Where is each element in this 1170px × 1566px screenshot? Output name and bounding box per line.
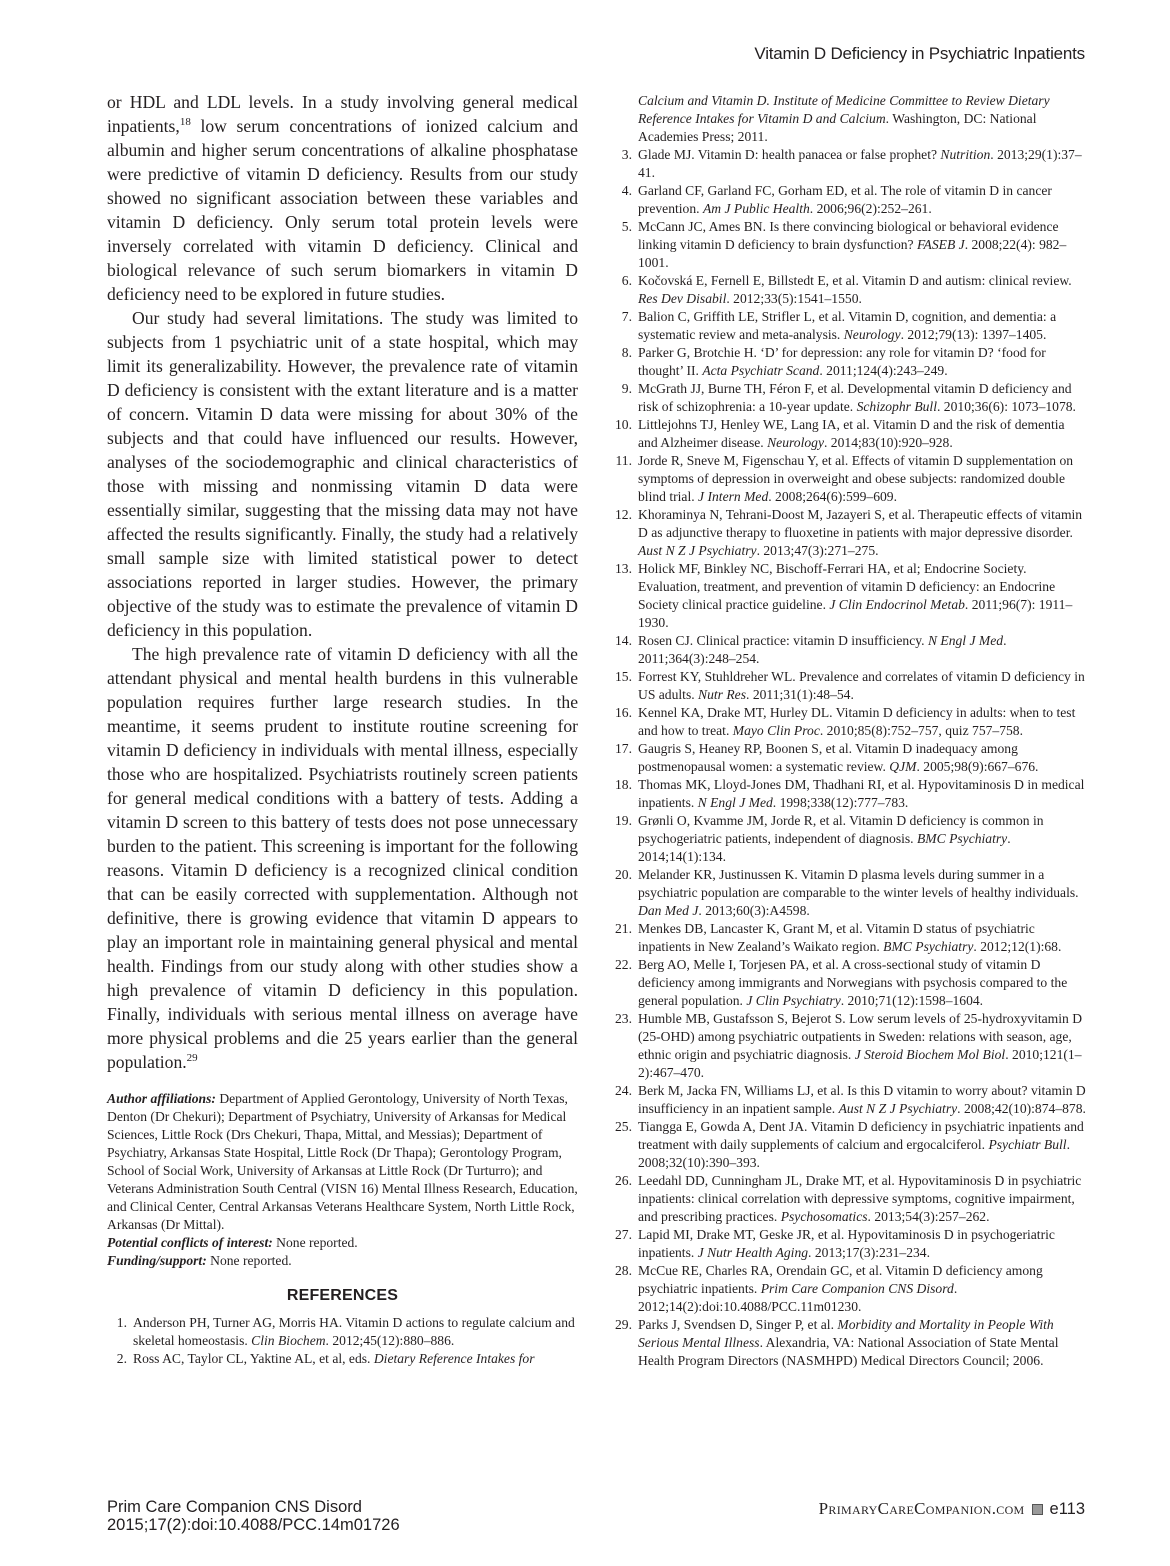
reference-text: Holick MF, Binkley NC, Bischoff-Ferrari HA, et al; Endocrine Society. Evaluation, treatment, and prevention of vitamin D deficiency: an Endocrine Society clinical practice guideline. — [638, 561, 1056, 612]
page-number: e113 — [1049, 1499, 1085, 1518]
reference-details: . 2008;32(10):390–393. — [638, 1137, 1070, 1170]
reference-number: 28. — [615, 1263, 632, 1278]
citation-superscript[interactable]: 18 — [179, 116, 191, 128]
reference-text: Kočovská E, Fernell E, Billstedt E, et al. Vitamin D and autism: clinical review. — [638, 273, 1072, 288]
reference-details: . 2010;71(12):1598–1604. — [840, 993, 984, 1008]
body-paragraph — [107, 90, 578, 306]
reference-number: 26. — [615, 1173, 632, 1188]
journal-name: Acta Psychiatr Scand — [702, 363, 820, 378]
reference-text: Leedahl DD, Cunningham JL, Drake MT, et al. Hypovitaminosis D in psychiatric inpatients: clinical correlation with depressive symptoms, cognitive impairment, and prescribing practices. — [638, 1173, 1082, 1224]
reference-number: 13. — [615, 561, 632, 576]
reference-number: 7. — [621, 309, 632, 324]
reference-item — [612, 1226, 1087, 1262]
reference-details: . 2010;121(1–2):467–470. — [638, 1047, 1082, 1080]
journal-name: BMC Psychiatry — [916, 831, 1008, 846]
reference-number: 23. — [615, 1011, 632, 1026]
reference-details: . 2011;96(7): 1911–1930. — [638, 597, 1073, 630]
reference-number: 11. — [615, 453, 632, 468]
reference-details: . Alexandria, VA: National Association of State Mental Health Program Directors (NASMHPD) Medical Directors Council; 2006. — [638, 1335, 1059, 1368]
journal-name: J Clin Endocrinol Metab — [829, 597, 965, 612]
reference-item — [612, 452, 1087, 506]
reference-item — [612, 1082, 1087, 1118]
journal-name: Schizophr Bull — [856, 399, 937, 414]
reference-text: Tiangga E, Gowda A, Dent JA. Vitamin D deficiency in psychiatric inpatients and treatment with daily supplements of calcium and ergocalciferol. — [638, 1119, 1084, 1152]
reference-details: . 2012;33(5):1541–1550. — [726, 291, 862, 306]
running-title: Vitamin D Deficiency in Psychiatric Inpatients — [754, 44, 1085, 63]
reference-number: 16. — [615, 705, 632, 720]
left-column — [107, 90, 578, 1368]
conflicts-label: Potential conflicts of interest: — [107, 1235, 273, 1250]
reference-item — [612, 920, 1087, 956]
reference-details: . 2014;14(1):134. — [638, 831, 1011, 864]
reference-number: 22. — [615, 957, 632, 972]
reference-text: Forrest KY, Stuhldreher WL. Prevalence and correlates of vitamin D deficiency in US adults. — [638, 669, 1085, 702]
reference-details: . 2013;29(1):37–41. — [638, 147, 1082, 180]
funding-note — [107, 1252, 578, 1270]
affiliation-note — [107, 1090, 578, 1234]
reference-number: 8. — [621, 345, 632, 360]
funding-label: Funding/support: — [107, 1253, 207, 1268]
journal-name: J Nutr Health Aging — [697, 1245, 809, 1260]
journal-name: J Intern Med — [698, 489, 769, 504]
reference-item — [612, 1172, 1087, 1226]
paragraph-text: or HDL and LDL levels. In a study involving general medical inpatients, — [107, 92, 578, 136]
reference-text: McCue RE, Charles RA, Orendain GC, et al. Vitamin D deficiency among psychiatric inpatients. — [638, 1263, 1043, 1296]
reference-details: . 2013;54(3):257–262. — [867, 1209, 990, 1224]
affiliation-text: Department of Applied Gerontology, University of North Texas, Denton (Dr Chekuri); Department of Psychiatry, University of Arkansas for Medical Sciences, Little Rock (Drs Chekuri, Thapa, Mittal, and Messias); Department of Psychiatry, Arkansas State Hospital, Little Rock (Dr Thapa); Gerontology Program, School of Social Work, University of Arkansas at Little Rock (Dr Turturro); and Veterans Administration South Central (VISN 16) Mental Illness Research, Education, and Clinical Center, Central Arkansas Veterans Healthcare System, North Little Rock, Arkansas (Dr Mittal). — [107, 1091, 578, 1232]
reference-details: . 2011;124(4):243–249. — [819, 363, 948, 378]
reference-item — [612, 182, 1087, 218]
journal-name: Psychosomatics — [780, 1209, 868, 1224]
journal-name: Aust N Z J Psychiatry — [838, 1101, 958, 1116]
journal-name: Aust N Z J Psychiatry — [638, 543, 757, 558]
reference-item — [107, 1314, 578, 1350]
reference-text: Berk M, Jacka FN, Williams LJ, et al. Is this D vitamin to worry about? vitamin D insufficiency in an inpatient sample. — [638, 1083, 1086, 1116]
square-bullet-icon — [1032, 1504, 1043, 1515]
reference-text: Kennel KA, Drake MT, Hurley DL. Vitamin D deficiency in adults: when to test and how to treat. — [638, 705, 1076, 738]
reference-text: Glade MJ. Vitamin D: health panacea or false prophet? — [638, 147, 941, 162]
reference-item — [612, 416, 1087, 452]
reference-list-right — [612, 146, 1087, 1370]
reference-item — [612, 866, 1087, 920]
reference-details: . 2013;47(3):271–275. — [756, 543, 879, 558]
reference-details: . 2011;31(1):48–54. — [746, 687, 854, 702]
journal-name: Neurology — [843, 327, 901, 342]
reference-item — [612, 632, 1087, 668]
reference-text: Thomas MK, Lloyd-Jones DM, Thadhani RI, et al. Hypovitaminosis D in medical inpatients. — [638, 777, 1085, 810]
journal-name: J Steroid Biochem Mol Biol — [854, 1047, 1006, 1062]
reference-number: 15. — [615, 669, 632, 684]
reference-number: 19. — [615, 813, 632, 828]
reference-item — [612, 1316, 1087, 1370]
reference-text: Parks J, Svendsen D, Singer P, et al. — [638, 1317, 838, 1332]
journal-name: FASEB J — [916, 237, 965, 252]
journal-name: Psychiatr Bull — [988, 1137, 1067, 1152]
paragraph-text: The high prevalence rate of vitamin D deficiency with all the attendant physical and mental health burdens in this vulnerable population requires further large research studies. In the meantime, it seems prudent to institute routine screening for vitamin D deficiency in individuals with mental illness, especially those who are hospitalized. Psychiatrists routinely screen patients for general medical conditions with a battery of tests. Adding a vitamin D screen to this battery of tests does not pose unnecessary burden to the patient. This screening is important for the following reasons. Vitamin D deficiency is a recognized clinical condition that can be easily corrected with supplementation. Although not definitive, there is growing evidence that vitamin D appears to play an important role in maintaining general physical and mental health. Findings from our study along with other studies show a high prevalence of vitamin D deficiency in this population. Finally, individuals with serious mental illness on average have more physical problems and die 25 years earlier than the general population. — [107, 644, 578, 1072]
reference-item — [612, 668, 1087, 704]
reference-item — [612, 1010, 1087, 1082]
reference-text: McCann JC, Ames BN. Is there convincing biological or behavioral evidence linking vitamin D deficiency to brain dysfunction? — [638, 219, 1059, 252]
reference-text: Gaugris S, Heaney RP, Boonen S, et al. Vitamin D inadequacy among postmenopausal women: a systematic review. — [638, 741, 1018, 774]
conflicts-note — [107, 1234, 578, 1252]
footer-site — [819, 1499, 1085, 1519]
reference-number: 25. — [615, 1119, 632, 1134]
reference-details: . 2011;364(3):248–254. — [638, 633, 1007, 666]
reference-details: . 2012;14(2):doi:10.4088/PCC.11m01230. — [638, 1281, 958, 1314]
footer-citation — [107, 1498, 400, 1534]
reference-text: Humble MB, Gustafsson S, Bejerot S. Low serum levels of 25-hydroxyvitamin D (25-OHD) among psychiatric outpatients in Sweden: relations with season, age, ethnic origin and psychiatric diagnosis. — [638, 1011, 1083, 1062]
references-heading: REFERENCES — [286, 1287, 399, 1304]
journal-name: Dan Med J — [638, 903, 699, 918]
reference-text: Balion C, Griffith LE, Strifler L, et al. Vitamin D, cognition, and dementia: a systematic review and meta-analysis. — [638, 309, 1057, 342]
reference-details: . Washington, DC: National Academies Press; 2011. — [638, 111, 1037, 144]
reference-text: Garland CF, Garland FC, Gorham ED, et al. The role of vitamin D in cancer prevention. — [638, 183, 1052, 216]
journal-name: Am J Public Health — [702, 201, 810, 216]
reference-item — [612, 740, 1087, 776]
reference-item — [612, 704, 1087, 740]
reference-text: McGrath JJ, Burne TH, Féron F, et al. Developmental vitamin D deficiency and risk of schizophrenia: a 10-year update. — [638, 381, 1072, 414]
doi-citation: 2015;17(2):doi:10.4088/PCC.14m01726 — [107, 1516, 400, 1534]
reference-item — [612, 146, 1087, 182]
reference-details: . 1998;338(12):777–783. — [772, 795, 909, 810]
reference-item — [612, 344, 1087, 380]
reference-text: Rosen CJ. Clinical practice: vitamin D insufficiency. — [638, 633, 928, 648]
reference-details: . 2012;45(12):880–886. — [325, 1333, 455, 1348]
reference-number: 6. — [621, 273, 632, 288]
journal-name: Nutrition — [940, 147, 991, 162]
site-link[interactable]: PrimaryCareCompanion.com — [818, 1499, 1025, 1518]
reference-text: Littlejohns TJ, Henley WE, Lang IA, et al. Vitamin D and the risk of dementia and Alzheimer disease. — [638, 417, 1065, 450]
reference-text: Parker G, Brotchie H. ‘D’ for depression: any role for vitamin D? ‘food for thought’ II. — [638, 345, 1046, 378]
body-paragraph — [107, 642, 578, 1074]
journal-name: N Engl J Med — [927, 633, 1004, 648]
reference-details: . 2010;36(6): 1073–1078. — [937, 399, 1076, 414]
reference-number: 17. — [615, 741, 632, 756]
journal-name: Calcium and Vitamin D. Institute of Medicine Committee to Review Dietary Reference Intakes for Vitamin D and Calcium — [638, 93, 1050, 126]
reference-number: 20. — [615, 867, 632, 882]
journal-name: Clin Biochem — [251, 1333, 326, 1348]
reference-item — [612, 812, 1087, 866]
reference-item — [107, 1350, 578, 1368]
journal-name: BMC Psychiatry — [883, 939, 974, 954]
reference-number: 2. — [116, 1351, 127, 1366]
author-affiliations — [107, 1090, 578, 1270]
reference-number: 5. — [621, 219, 632, 234]
reference-item — [612, 776, 1087, 812]
right-column — [612, 92, 1087, 1370]
affiliation-label: Author affiliations: — [107, 1091, 216, 1106]
reference-text: Lapid MI, Drake MT, Geske JR, et al. Hypovitaminosis D in psychogeriatric inpatients. — [638, 1227, 1055, 1260]
reference-details: . 2012;12(1):68. — [973, 939, 1062, 954]
reference-item — [612, 1118, 1087, 1172]
reference-details: . 2006;96(2):252–261. — [809, 201, 932, 216]
reference-details: . 2005;98(9):667–676. — [916, 759, 1039, 774]
reference-number: 24. — [615, 1083, 632, 1098]
reference-item — [612, 218, 1087, 272]
reference-number: 12. — [615, 507, 632, 522]
reference-text: Grønli O, Kvamme JM, Jorde R, et al. Vitamin D deficiency is common in psychogeriatric patients, independent of diagnosis. — [638, 813, 1044, 846]
reference-number: 10. — [615, 417, 632, 432]
reference-number: 27. — [615, 1227, 632, 1242]
reference-item — [612, 308, 1087, 344]
reference-item — [612, 956, 1087, 1010]
journal-name: Mayo Clin Proc — [732, 723, 820, 738]
journal-name: Dietary Reference Intakes for — [373, 1351, 535, 1366]
journal-name: Neurology — [767, 435, 824, 450]
reference-number: 18. — [615, 777, 632, 792]
reference-number: 9. — [621, 381, 632, 396]
reference-item — [612, 1262, 1087, 1316]
reference-text: Melander KR, Justinussen K. Vitamin D plasma levels during summer in a psychiatric population are comparable to the winter levels of healthy individuals. — [638, 867, 1079, 900]
body-paragraph: Our study had several limitations. The study was limited to subjects from 1 psychiatric unit of a state hospital, which may limit its generalizability. However, the prevalence rate of vitamin D deficiency is consistent with the extant literature and is a matter of concern. Vitamin D data were missing for about 30% of the subjects and that could have influenced our results. However, analyses of the sociodemographic and clinical characteristics of those with missing and nonmissing vitamin D data were essentially similar, suggesting that the missing data may not have affected the results significantly. Finally, the study had a relatively small sample size with limited statistical power to detect associations reported in larger studies. However, the primary objective of the study was to estimate the prevalence of vitamin D deficiency in this population. — [107, 308, 578, 640]
reference-item — [612, 380, 1087, 416]
journal-name: N Engl J Med — [697, 795, 773, 810]
reference-number: 29. — [615, 1317, 632, 1332]
citation-superscript[interactable]: 29 — [186, 1052, 198, 1064]
journal-name: Morbidity and Mortality in People With Serious Mental Illness — [638, 1317, 1054, 1350]
reference-number: 14. — [615, 633, 632, 648]
reference-details: . 2013;17(3):231–234. — [808, 1245, 931, 1260]
reference-list-left — [107, 1314, 578, 1368]
reference-text: Menkes DB, Lancaster K, Grant M, et al. Vitamin D status of psychiatric inpatients in New Zealand’s Waikato region. — [638, 921, 1035, 954]
reference-details: . 2013;60(3):A4598. — [698, 903, 810, 918]
reference-details: . 2014;83(10):920–928. — [824, 435, 953, 450]
paragraph-text: low serum concentrations of ionized calcium and albumin and higher serum concentrations of alkaline phosphatase were predictive of vitamin D deficiency. Results from our study showed no significant association between these variables and vitamin D deficiency. Only serum total protein levels were inversely correlated with vitamin D deficiency. Clinical and biological relevance of such serum biomarkers in vitamin D deficiency need to be explored in future studies. — [107, 116, 578, 304]
reference-text: Jorde R, Sneve M, Figenschau Y, et al. Effects of vitamin D supplementation on symptoms of depression in overweight and obese subjects: randomized double blind trial. — [638, 453, 1074, 504]
reference-number: 4. — [621, 183, 632, 198]
funding-text: None reported. — [206, 1253, 292, 1268]
reference-details: . 2008;264(6):599–609. — [768, 489, 898, 504]
reference-text: Anderson PH, Turner AG, Morris HA. Vitamin D actions to regulate calcium and skeletal homeostasis. — [133, 1315, 575, 1348]
reference-item — [612, 272, 1087, 308]
journal-name: QJM — [889, 759, 917, 774]
reference-text: Khoraminya N, Tehrani-Doost M, Jazayeri S, et al. Therapeutic effects of vitamin D as adjunctive therapy to fluoxetine in patients with major depressive disorder. — [638, 507, 1083, 540]
reference-details: . 2008;42(10):874–878. — [957, 1101, 1086, 1116]
journal-name: Res Dev Disabil — [638, 291, 727, 306]
reference-number: 1. — [116, 1315, 127, 1330]
journal-name: Nutr Res — [698, 687, 747, 702]
reference-continuation — [612, 92, 1087, 146]
reference-details: . 2008;22(4): 982–1001. — [638, 237, 1067, 270]
journal-name: Prim Care Companion CNS Disord — [760, 1281, 954, 1296]
reference-text: Berg AO, Melle I, Torjesen PA, et al. A cross-sectional study of vitamin D deficiency among immigrants and Norwegians with psychosis compared to the general population. — [638, 957, 1068, 1008]
reference-item — [612, 506, 1087, 560]
conflicts-text: None reported. — [272, 1235, 358, 1250]
reference-number: 3. — [621, 147, 632, 162]
journal-name-footer: Prim Care Companion CNS Disord — [107, 1498, 362, 1516]
reference-details: . 2012;79(13): 1397–1405. — [900, 327, 1047, 342]
reference-number: 21. — [615, 921, 632, 936]
reference-item — [612, 560, 1087, 632]
reference-text: Ross AC, Taylor CL, Yaktine AL, et al, eds. — [133, 1351, 374, 1366]
journal-name: J Clin Psychiatry — [746, 993, 841, 1008]
reference-details: . 2010;85(8):752–757, quiz 757–758. — [819, 723, 1023, 738]
